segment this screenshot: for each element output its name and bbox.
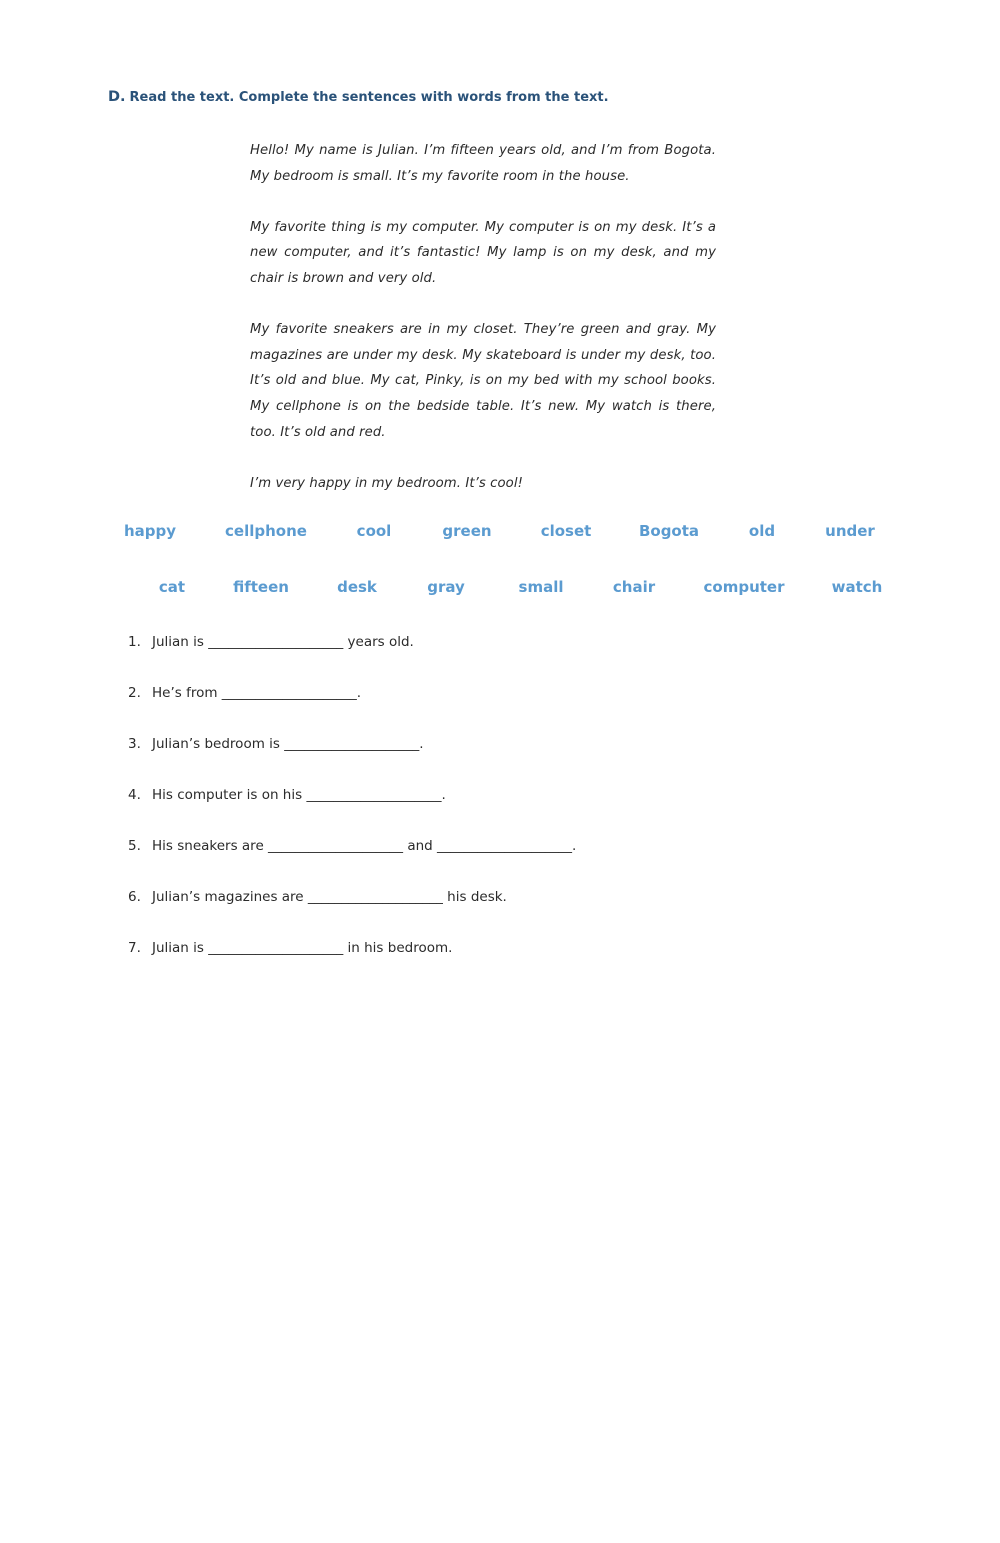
question-text: His computer is on his ____________________. [152,787,446,803]
question-text: He’s from ____________________. [152,685,362,701]
reading-paragraph: My favorite thing is my computer. My computer is on my desk. It’s a new computer, and it’s fantastic! My lamp is on my desk, and my chair is brown and very old. [250,219,716,286]
reading-paragraph: My favorite sneakers are in my closet. They’re green and gray. My magazines are under my desk. My skateboard is under my desk, too. It’s old and blue. My cat, Pinky, is on my bed with my school books. My cellphone is on the bedside table. It’s new. My watch is there, too. It’s old and red. [250,322,716,440]
question-item [128,936,576,987]
question-item [128,834,576,885]
question-number: 6. [128,889,141,905]
question-text: Julian is ____________________ years old. [152,634,414,650]
word-bank-item: small [518,578,564,596]
question-item [128,732,576,783]
question-number: 7. [128,940,141,956]
word-bank-item: desk [337,578,377,596]
question-item [128,681,576,732]
word-bank-item: fifteen [233,578,289,596]
question-number: 1. [128,634,141,650]
word-bank-item: green [442,522,492,540]
question-text: Julian’s magazines are ____________________ his desk. [152,889,507,905]
word-bank-item: cool [356,522,392,540]
word-bank-row-2 [0,578,1000,602]
word-bank-item: chair [612,578,656,596]
question-list [128,630,576,987]
reading-paragraph: I’m very happy in my bedroom. It’s cool! [250,475,523,491]
question-item [128,885,576,936]
word-bank-item: cellphone [225,522,307,540]
question-text: His sneakers are ____________________ and ____________________. [152,838,577,854]
word-bank-item: old [748,522,776,540]
question-number: 3. [128,736,141,752]
word-bank-item: under [825,522,875,540]
reading-paragraph: Hello! My name is Julian. I’m fifteen years old, and I’m from Bogota. My bedroom is small. It’s my favorite room in the house. [250,143,716,184]
word-bank-item: gray [427,578,465,596]
question-number: 4. [128,787,141,803]
question-text: Julian’s bedroom is ____________________. [152,736,424,752]
word-bank-item: closet [540,522,592,540]
reading-text [250,138,716,496]
section-letter: D. [108,89,126,105]
word-bank-item: Bogota [638,522,700,540]
word-bank-item: watch [831,578,883,596]
question-item [128,630,576,681]
question-text: Julian is ____________________ in his bedroom. [152,940,453,956]
question-item [128,783,576,834]
question-number: 2. [128,685,141,701]
word-bank-item: computer [703,578,785,596]
word-bank-row-1 [0,522,1000,546]
question-number: 5. [128,838,141,854]
section-instruction: Read the text. Complete the sentences with words from the text. [129,90,609,105]
word-bank-item: cat [158,578,186,596]
word-bank-item: happy [123,522,177,540]
section-heading [108,89,609,105]
